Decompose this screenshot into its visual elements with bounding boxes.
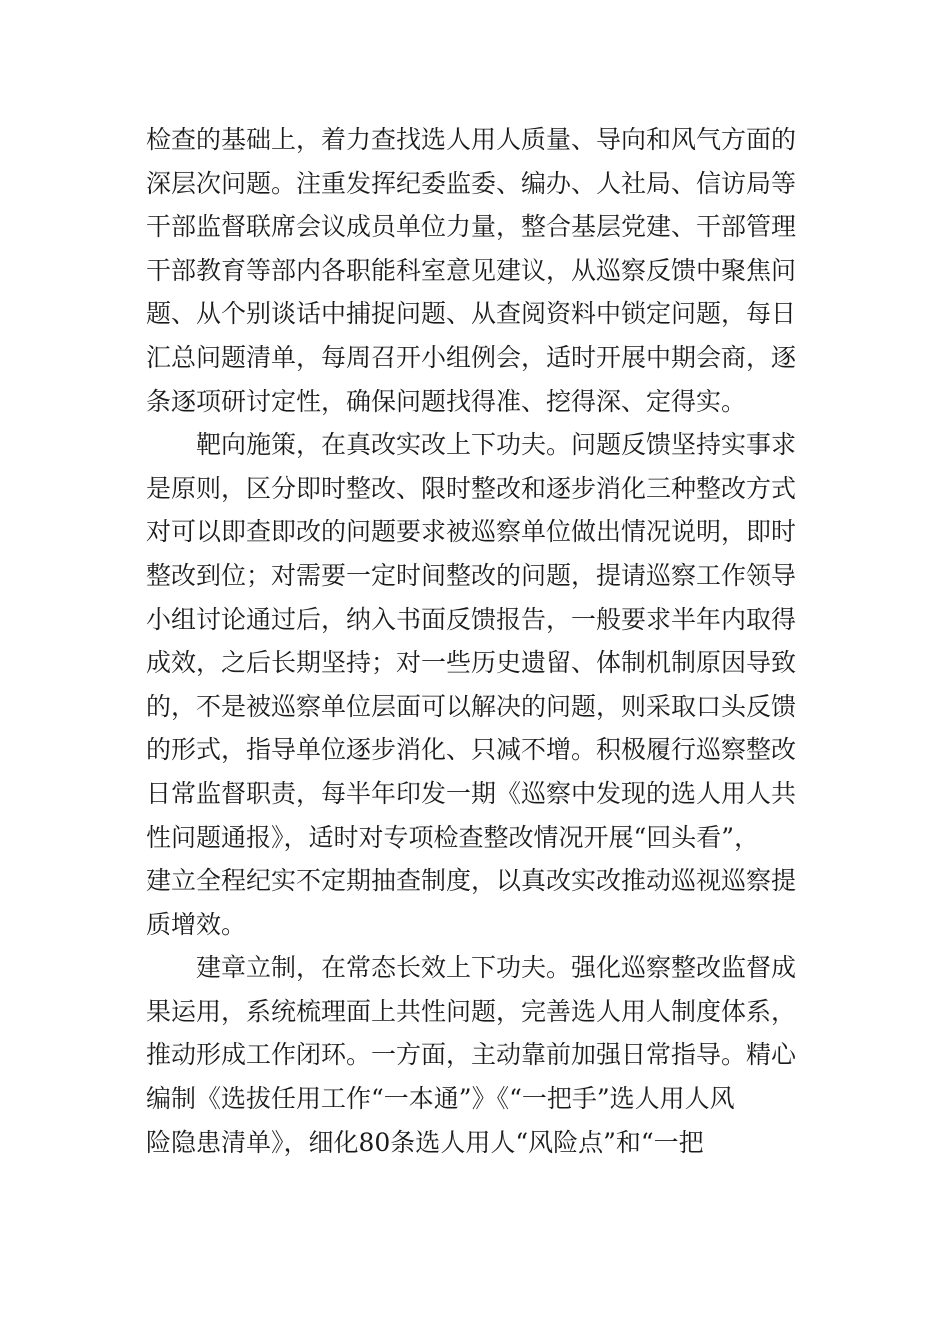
paragraph-start-line: 建章立制，在常态长效上下功夫。强化巡察整改监督成 bbox=[196, 953, 797, 983]
text-line: 检查的基础上，着力查找选人用人质量、导向和风气方面的 bbox=[146, 125, 797, 154]
text-line: 险隐患清单》，细化80条选人用人“风险点”和“一把 bbox=[146, 1127, 704, 1157]
text-line: 对可以即查即改的问题要求被巡察单位做出情况说明，即时 bbox=[146, 517, 797, 547]
text-line: 干部教育等部内各职能科室意见建议，从巡察反馈中聚焦问 bbox=[146, 255, 797, 285]
text-line: 条逐项研讨定性，确保问题找得准、挖得深、定得实。 bbox=[146, 386, 747, 416]
text-line: 性问题通报》，适时对专项检查整改情况开展“回头看”， bbox=[146, 822, 760, 852]
text-line: 果运用，系统梳理面上共性问题，完善选人用人制度体系， bbox=[146, 996, 797, 1026]
text-line: 是原则，区分即时整改、限时整改和逐步消化三种整改方式 bbox=[146, 473, 797, 503]
text-line: 小组讨论通过后，纳入书面反馈报告，一般要求半年内取得 bbox=[146, 604, 797, 634]
text-line: 日常监督职责，每半年印发一期《巡察中发现的选人用人共 bbox=[146, 778, 797, 808]
text-line: 质增效。 bbox=[146, 909, 247, 939]
text-line: 深层次问题。注重发挥纪委监委、编办、人社局、信访局等 bbox=[146, 168, 797, 198]
text-line: 成效，之后长期坚持；对一些历史遗留、体制机制原因导致 bbox=[146, 648, 797, 678]
text-line: 的形式，指导单位逐步消化、只减不增。积极履行巡察整改 bbox=[146, 735, 797, 765]
text-line: 推动形成工作闭环。一方面，主动靠前加强日常指导。精心 bbox=[146, 1040, 797, 1070]
text-line: 编制《选拔任用工作“一本通”》《“一把手”选人用人风 bbox=[146, 1084, 735, 1114]
text-line: 整改到位；对需要一定时间整改的问题，提请巡察工作领导 bbox=[146, 560, 797, 590]
body-text bbox=[146, 118, 810, 1164]
text-line: 题、从个别谈话中捕捉问题、从查阅资料中锁定问题，每日 bbox=[146, 299, 797, 329]
text-line: 干部监督联席会议成员单位力量，整合基层党建、干部管理 bbox=[146, 212, 797, 242]
text-line: 的，不是被巡察单位层面可以解决的问题，则采取口头反馈 bbox=[146, 691, 797, 721]
text-line: 汇总问题清单，每周召开小组例会，适时开展中期会商，逐 bbox=[146, 342, 797, 372]
text-line: 建立全程纪实不定期抽查制度，以真改实改推动巡视巡察提 bbox=[146, 866, 797, 896]
paragraph-start-line: 靶向施策，在真改实改上下功夫。问题反馈坚持实事求 bbox=[196, 430, 797, 460]
